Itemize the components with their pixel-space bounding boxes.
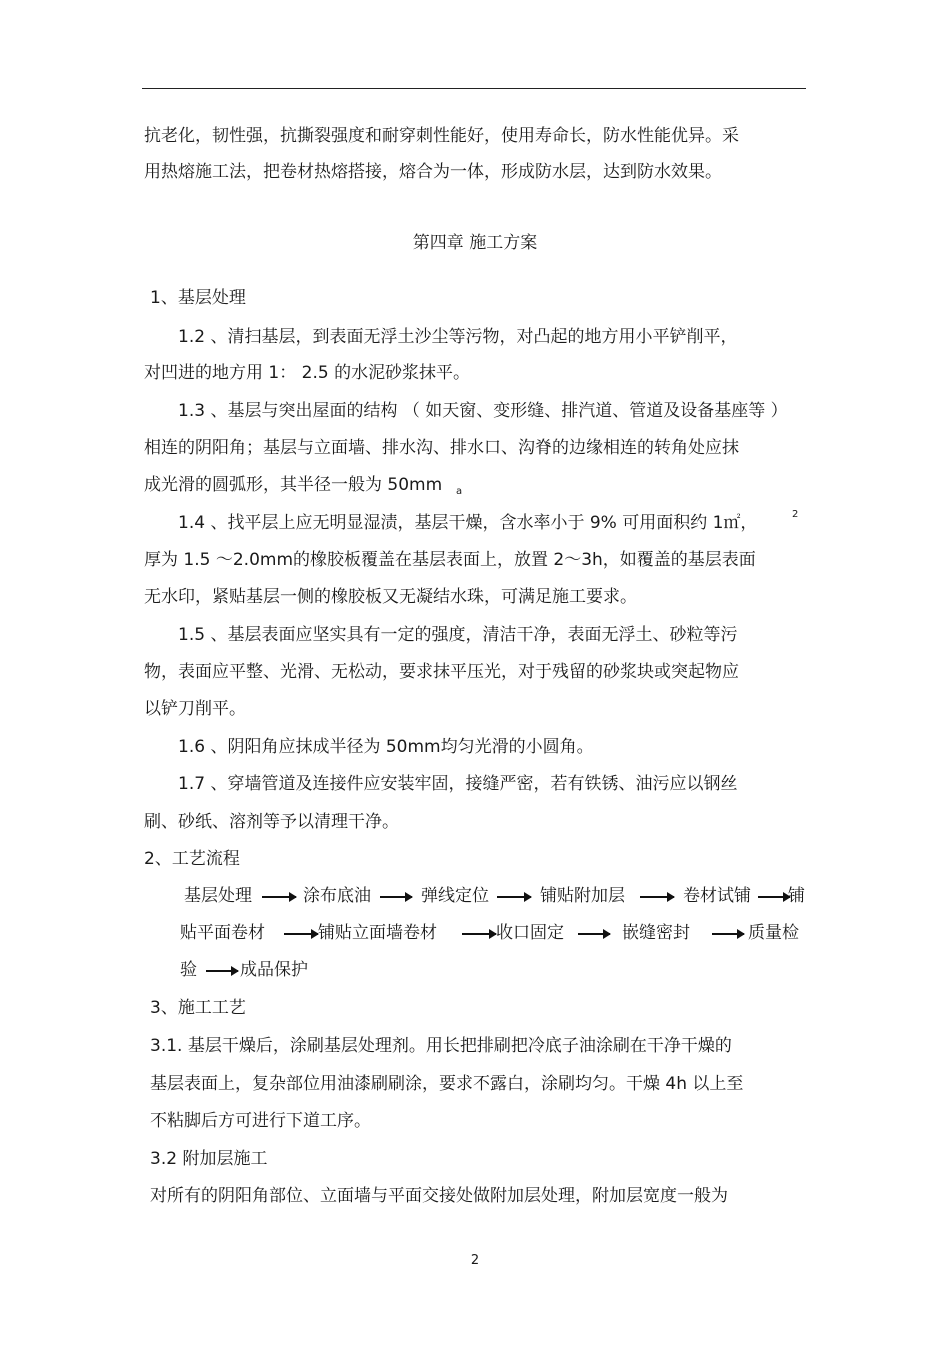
arrow-icon (380, 896, 412, 898)
paragraph-line: 1.4 、找平层上应无明显湿渍，基层干燥，含水率小于 9% 可用面积约 1㎡， (178, 513, 758, 533)
arrow-icon (640, 896, 674, 898)
process-flow-row (180, 959, 814, 983)
paragraph-line: 1.7 、穿墙管道及连接件应安装牢固，接缝严密，若有铁锈、油污应以钢丝 (178, 774, 738, 794)
section-heading: 2、工艺流程 (144, 849, 240, 869)
paragraph-line: 3.1. 基层干燥后，涂刷基层处理剂。用长把排刷把冷底子油涂刷在干净干燥的 (150, 1036, 732, 1056)
paragraph-line: 1.2 、清扫基层，到表面无浮土沙尘等污物，对凸起的地方用小平铲削平， (178, 327, 738, 347)
paragraph-line: 1.6 、阴阳角应抹成半径为 50mm均匀光滑的小圆角。 (178, 737, 594, 757)
flow-step: 嵌缝密封 (622, 923, 690, 943)
arrow-icon (758, 896, 790, 898)
flow-step: 铺 (788, 886, 805, 906)
paragraph-line: 对所有的阴阳角部位、立面墙与平面交接处做附加层处理，附加层宽度一般为 (150, 1186, 728, 1206)
page-number: 2 (470, 1253, 480, 1268)
paragraph-line: 刷、砂纸、溶剂等予以清理干净。 (144, 812, 399, 832)
intro-line: 抗老化，韧性强，抗撕裂强度和耐穿刺性能好，使用寿命长，防水性能优异。采 (144, 126, 739, 146)
paragraph-line: 对凹进的地方用 1： 2.5 的水泥砂浆抹平。 (144, 363, 471, 383)
header-rule (142, 88, 806, 89)
flow-step: 铺贴立面墙卷材 (318, 923, 437, 943)
flow-step: 涂布底油 (303, 886, 371, 906)
flow-step: 收口固定 (496, 923, 564, 943)
flow-step: 基层处理 (184, 886, 252, 906)
chapter-title: 第四章 施工方案 (412, 233, 538, 253)
arrow-icon (206, 970, 238, 972)
arrow-icon (262, 896, 296, 898)
subsection-heading: 3.2 附加层施工 (150, 1149, 268, 1169)
paragraph-line: 成光滑的圆弧形，其半径一般为 50mm (144, 475, 443, 495)
flow-step: 成品保护 (240, 960, 308, 980)
paragraph-line: 以铲刀削平。 (144, 699, 246, 719)
paragraph-line: 基层表面上，复杂部位用油漆刷刷涂，要求不露白，涂刷均匀。干燥 4h 以上至 (150, 1074, 744, 1094)
arrow-icon (578, 933, 610, 935)
superscript-mark: 2 (792, 509, 799, 520)
flow-step: 验 (180, 960, 197, 980)
paragraph-line: 1.5 、基层表面应坚实具有一定的强度，清洁干净，表面无浮土、砂粒等污 (178, 625, 738, 645)
flow-step: 弹线定位 (421, 886, 489, 906)
flow-step: 卷材试铺 (683, 886, 751, 906)
arrow-icon (497, 896, 531, 898)
arrow-icon (462, 933, 496, 935)
section-heading: 1、基层处理 (150, 288, 246, 308)
section-heading: 3、施工工艺 (150, 998, 246, 1018)
paragraph-line: 不粘脚后方可进行下道工序。 (150, 1111, 371, 1131)
superscript-mark: a (456, 486, 463, 497)
arrow-icon (712, 933, 744, 935)
paragraph-line: 厚为 1.5 ～2.0mm的橡胶板覆盖在基层表面上，放置 2～3h，如覆盖的基层表面 (144, 550, 756, 570)
paragraph-line: 物，表面应平整、光滑、无松动，要求抹平压光，对于残留的砂浆块或突起物应 (144, 662, 739, 682)
paragraph-line: 无水印，紧贴基层一侧的橡胶板又无凝结水珠，可满足施工要求。 (144, 587, 637, 607)
process-flow-row (184, 885, 814, 909)
arrow-icon (284, 933, 318, 935)
paragraph-line: 1.3 、基层与突出屋面的结构 （ 如天窗、变形缝、排汽道、管道及设备基座等 ） (178, 401, 788, 421)
intro-line: 用热熔施工法，把卷材热熔搭接，熔合为一体，形成防水层，达到防水效果。 (144, 162, 722, 182)
process-flow-row (180, 922, 814, 946)
flow-step: 质量检 (748, 923, 799, 943)
flow-step: 贴平面卷材 (180, 923, 265, 943)
paragraph-line: 相连的阴阳角；基层与立面墙、排水沟、排水口、沟脊的边缘相连的转角处应抹 (144, 438, 739, 458)
flow-step: 铺贴附加层 (540, 886, 625, 906)
